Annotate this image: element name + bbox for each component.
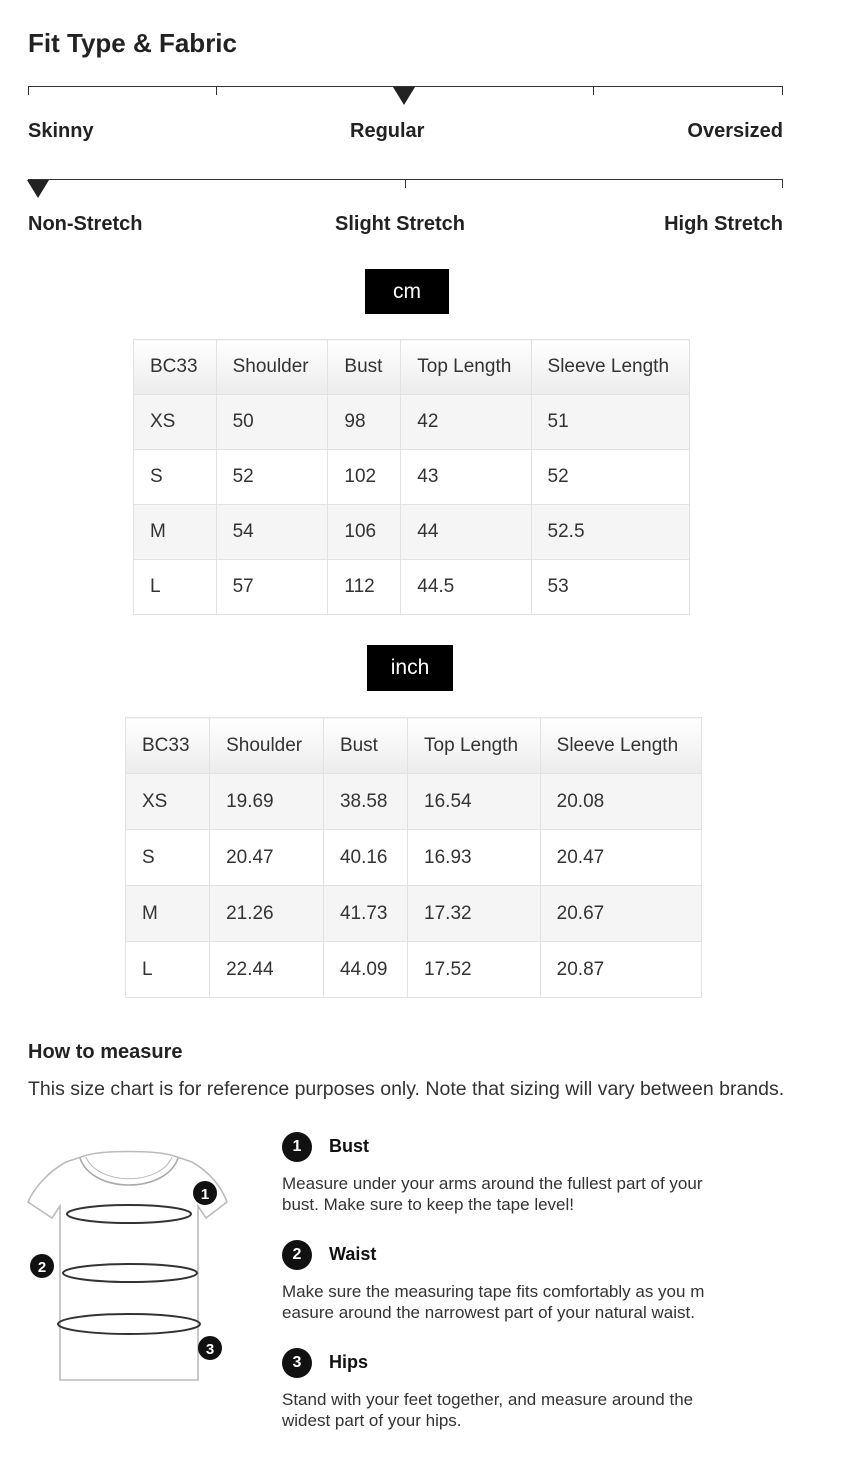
table-row [126, 886, 702, 942]
scale-tick [28, 86, 29, 95]
table-cell: 42 [401, 395, 531, 450]
table-cell: XS [126, 774, 210, 830]
svg-text:2: 2 [37, 1259, 47, 1276]
fit-label-oversized: Oversized [687, 120, 783, 142]
table-cell: M [134, 505, 217, 560]
table-cell: 16.54 [408, 774, 541, 830]
column-header: BC33 [134, 340, 217, 395]
measure-item-title: Bust [329, 1136, 369, 1156]
table-header-row [126, 718, 702, 774]
table-cell: S [126, 830, 210, 886]
svg-text:1: 1 [200, 1186, 210, 1203]
table-cell: 20.47 [540, 830, 701, 886]
size-table-cm [133, 339, 690, 615]
table-cell: M [126, 886, 210, 942]
fit-label-skinny: Skinny [28, 120, 94, 142]
table-cell: 52 [216, 450, 328, 505]
table-header-row [134, 340, 690, 395]
measure-item-desc: Make sure the measuring tape fits comfortably as you m easure around the narrowest part of your natural waist. [282, 1282, 705, 1322]
size-table-inch [125, 717, 702, 998]
table-cell: 52.5 [531, 505, 689, 560]
column-header: Sleeve Length [531, 340, 689, 395]
column-header: Bust [328, 340, 401, 395]
reference-note: This size chart is for reference purposes only. Note that sizing will vary between brands. [28, 1078, 785, 1100]
table-cell: 52 [531, 450, 689, 505]
table-cell: XS [134, 395, 217, 450]
fit-label-regular: Regular [350, 120, 425, 142]
number-badge-icon: 2 [282, 1240, 312, 1270]
table-cell: 41.73 [323, 886, 407, 942]
table-row [134, 505, 690, 560]
table-cell: 102 [328, 450, 401, 505]
table-cell: 51 [531, 395, 689, 450]
table-cell: 44.09 [323, 942, 407, 998]
table-cell: 21.26 [210, 886, 324, 942]
number-badge-icon: 1 [282, 1132, 312, 1162]
table-row [134, 395, 690, 450]
unit-badge-inch: inch [367, 645, 453, 691]
section-title: Fit Type & Fabric [28, 28, 237, 58]
measure-item-desc: Measure under your arms around the fullest part of your bust. Make sure to keep the tape level! [282, 1174, 703, 1214]
how-to-measure-heading: How to measure [28, 1041, 183, 1063]
table-cell: 20.47 [210, 830, 324, 886]
number-badge-icon: 3 [282, 1348, 312, 1378]
table-cell: 112 [328, 560, 401, 615]
column-header: Bust [323, 718, 407, 774]
table-row [126, 774, 702, 830]
scale-tick [216, 86, 217, 95]
measure-item-desc: Stand with your feet together, and measure around the widest part of your hips. [282, 1390, 694, 1430]
scale-tick [782, 86, 783, 95]
table-cell: 40.16 [323, 830, 407, 886]
column-header: Top Length [401, 340, 531, 395]
table-cell: L [126, 942, 210, 998]
table-cell: 38.58 [323, 774, 407, 830]
table-row [134, 560, 690, 615]
column-header: BC33 [126, 718, 210, 774]
scale-tick [782, 179, 783, 188]
svg-text:3: 3 [205, 1341, 215, 1358]
measure-item-title: Waist [329, 1244, 377, 1264]
tshirt-measure-icon [22, 1148, 237, 1388]
table-cell: 20.87 [540, 942, 701, 998]
table-cell: 20.67 [540, 886, 701, 942]
unit-badge-cm: cm [365, 269, 449, 314]
table-cell: 44.5 [401, 560, 531, 615]
fit-selected-marker-icon [393, 87, 415, 105]
table-cell: 17.32 [408, 886, 541, 942]
scale-tick [593, 86, 594, 95]
table-cell: 20.08 [540, 774, 701, 830]
table-cell: 22.44 [210, 942, 324, 998]
table-row [126, 830, 702, 886]
stretch-label-slight: Slight Stretch [335, 213, 466, 235]
table-cell: 106 [328, 505, 401, 560]
measure-item-title: Hips [329, 1352, 369, 1372]
table-cell: 17.52 [408, 942, 541, 998]
table-cell: 53 [531, 560, 689, 615]
scale-tick [405, 179, 406, 188]
column-header: Shoulder [210, 718, 324, 774]
table-cell: 50 [216, 395, 328, 450]
table-cell: 19.69 [210, 774, 324, 830]
table-row [126, 942, 702, 998]
column-header: Top Length [408, 718, 541, 774]
table-cell: S [134, 450, 217, 505]
column-header: Sleeve Length [540, 718, 701, 774]
table-row [134, 450, 690, 505]
table-cell: 43 [401, 450, 531, 505]
stretch-label-high: High Stretch [664, 213, 783, 235]
table-cell: 54 [216, 505, 328, 560]
stretch-selected-marker-icon [27, 180, 49, 198]
table-cell: 44 [401, 505, 531, 560]
table-cell: 16.93 [408, 830, 541, 886]
table-cell: 98 [328, 395, 401, 450]
table-cell: L [134, 560, 217, 615]
column-header: Shoulder [216, 340, 328, 395]
table-cell: 57 [216, 560, 328, 615]
stretch-label-non: Non-Stretch [28, 213, 143, 235]
